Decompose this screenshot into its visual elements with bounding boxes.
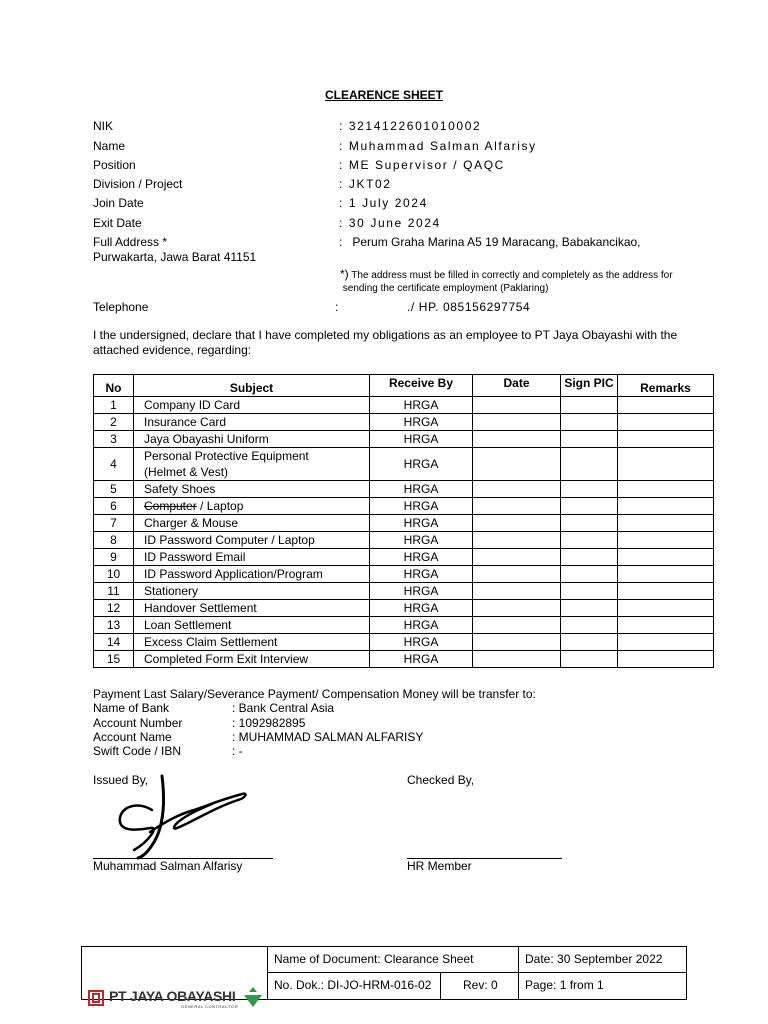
- row-receive-by: HRGA: [370, 651, 473, 668]
- row-no: 5: [94, 481, 134, 498]
- table-row: [94, 481, 714, 498]
- table-row: [94, 600, 714, 617]
- bank-name-label: Name of Bank: [93, 701, 170, 715]
- position-label: Position: [93, 158, 136, 172]
- row-remarks: [618, 617, 714, 634]
- table-row: [94, 634, 714, 651]
- row-date: [473, 515, 561, 532]
- division-value: : JKT02: [339, 177, 392, 191]
- row-no: 1: [94, 397, 134, 414]
- row-receive-by: HRGA: [370, 481, 473, 498]
- company-emblem-icon: [243, 986, 263, 1008]
- row-subject: Stationery: [134, 583, 370, 600]
- exit-date-label: Exit Date: [93, 216, 142, 230]
- table-row: [94, 414, 714, 431]
- row-no: 6: [94, 498, 134, 515]
- row-date: [473, 600, 561, 617]
- row-no: 12: [94, 600, 134, 617]
- row-subject: Computer / Laptop: [134, 498, 370, 515]
- address-value: : Perum Graha Marina A5 19 Maracang, Babakancikao,: [339, 235, 641, 249]
- table-header-row: [94, 375, 714, 397]
- row-date: [473, 481, 561, 498]
- table-row: [94, 515, 714, 532]
- row-subject: Jaya Obayashi Uniform: [134, 431, 370, 448]
- footer-doc-name: Name of Document: Clearance Sheet: [274, 952, 474, 966]
- row-no: 15: [94, 651, 134, 668]
- row-sign: [561, 566, 618, 583]
- row-receive-by: HRGA: [370, 397, 473, 414]
- table-row: [94, 583, 714, 600]
- checked-by-name: HR Member: [407, 859, 472, 873]
- row-subject: Insurance Card: [134, 414, 370, 431]
- division-label: Division / Project: [93, 177, 183, 191]
- row-date: [473, 498, 561, 515]
- row-no: 13: [94, 617, 134, 634]
- row-remarks: [618, 515, 714, 532]
- table-row: [94, 532, 714, 549]
- row-subject: ID Password Email: [134, 549, 370, 566]
- swift-code-label: Swift Code / IBN: [93, 744, 182, 758]
- row-remarks: [618, 431, 714, 448]
- row-sign: [561, 583, 618, 600]
- table-row: [94, 397, 714, 414]
- row-receive-by: HRGA: [370, 600, 473, 617]
- row-remarks: [618, 532, 714, 549]
- swift-code-value: : -: [232, 744, 243, 758]
- nik-label: NIK: [93, 119, 114, 133]
- row-remarks: [618, 651, 714, 668]
- row-receive-by: HRGA: [370, 634, 473, 651]
- row-sign: [561, 515, 618, 532]
- row-receive-by: HRGA: [370, 448, 473, 481]
- handwritten-signature: [110, 770, 255, 862]
- row-no: 11: [94, 583, 134, 600]
- header-date: Date: [473, 375, 561, 397]
- row-sign: [561, 549, 618, 566]
- row-remarks: [618, 397, 714, 414]
- footer-page: Page: 1 from 1: [525, 978, 604, 992]
- name-label: Name: [93, 139, 126, 153]
- footer-date: Date: 30 September 2022: [525, 952, 663, 966]
- row-date: [473, 448, 561, 481]
- row-subject: Loan Settlement: [134, 617, 370, 634]
- issued-by-name: Muhammad Salman Alfarisy: [93, 859, 243, 873]
- table-row: [94, 651, 714, 668]
- row-receive-by: HRGA: [370, 566, 473, 583]
- row-sign: [561, 431, 618, 448]
- row-date: [473, 651, 561, 668]
- row-sign: [561, 600, 618, 617]
- row-remarks: [618, 634, 714, 651]
- row-receive-by: HRGA: [370, 498, 473, 515]
- row-receive-by: HRGA: [370, 617, 473, 634]
- name-value: : Muhammad Salman Alfarisy: [339, 139, 537, 153]
- row-remarks: [618, 498, 714, 515]
- table-row: [94, 566, 714, 583]
- row-no: 2: [94, 414, 134, 431]
- join-date-label: Join Date: [93, 196, 144, 210]
- telephone-colon: :: [335, 300, 339, 314]
- footer-rev: Rev: 0: [463, 978, 498, 992]
- row-subject: Handover Settlement: [134, 600, 370, 617]
- account-name-label: Account Name: [93, 730, 172, 744]
- exit-date-value: : 30 June 2024: [339, 216, 441, 230]
- row-date: [473, 532, 561, 549]
- table-row: [94, 617, 714, 634]
- declaration-text: I the undersigned, declare that I have completed my obligations as an employee to PT Jaya Obayashi with the attached evidence, regarding:: [93, 328, 678, 357]
- row-sign: [561, 448, 618, 481]
- row-no: 8: [94, 532, 134, 549]
- row-remarks: [618, 481, 714, 498]
- row-remarks: [618, 583, 714, 600]
- row-date: [473, 414, 561, 431]
- row-date: [473, 566, 561, 583]
- row-receive-by: HRGA: [370, 414, 473, 431]
- row-date: [473, 549, 561, 566]
- row-no: 4: [94, 448, 134, 481]
- position-value: : ME Supervisor / QAQC: [339, 158, 505, 172]
- issued-by-label: Issued By,: [93, 773, 149, 787]
- row-subject: Company ID Card: [134, 397, 370, 414]
- row-date: [473, 634, 561, 651]
- row-sign: [561, 414, 618, 431]
- checked-by-label: Checked By,: [407, 773, 475, 787]
- company-logo-subtitle: GENERAL CONTRACTOR: [181, 1004, 239, 1009]
- row-sign: [561, 617, 618, 634]
- row-receive-by: HRGA: [370, 549, 473, 566]
- row-no: 14: [94, 634, 134, 651]
- account-number-value: : 1092982895: [232, 716, 306, 730]
- address-note: *) The address must be filled in correctly and completely as the address for sending the certificate employment (Paklaring): [340, 267, 673, 294]
- row-date: [473, 583, 561, 600]
- header-subject: Subject: [134, 375, 370, 397]
- row-date: [473, 617, 561, 634]
- row-remarks: [618, 448, 714, 481]
- row-no: 3: [94, 431, 134, 448]
- row-subject: Completed Form Exit Interview: [134, 651, 370, 668]
- row-sign: [561, 532, 618, 549]
- header-receive-by: Receive By: [370, 375, 473, 397]
- row-subject: ID Password Computer / Laptop: [134, 532, 370, 549]
- row-subject: Safety Shoes: [134, 481, 370, 498]
- payment-intro: Payment Last Salary/Severance Payment/ Compensation Money will be transfer to:: [93, 687, 536, 701]
- row-no: 9: [94, 549, 134, 566]
- table-row: [94, 498, 714, 515]
- row-remarks: [618, 414, 714, 431]
- table-row: [94, 549, 714, 566]
- clearance-table: [93, 374, 714, 668]
- address-label: Full Address *: [93, 235, 168, 249]
- footer-doc-no: No. Dok.: DI-JO-HRM-016-02: [274, 978, 432, 992]
- row-remarks: [618, 549, 714, 566]
- telephone-value: ./ HP. 085156297754: [407, 300, 531, 314]
- row-sign: [561, 498, 618, 515]
- row-date: [473, 397, 561, 414]
- row-subject: Excess Claim Settlement: [134, 634, 370, 651]
- row-remarks: [618, 600, 714, 617]
- row-no: 7: [94, 515, 134, 532]
- nik-value: : 3214122601010002: [339, 119, 482, 133]
- row-date: [473, 431, 561, 448]
- row-receive-by: HRGA: [370, 532, 473, 549]
- header-no: No: [94, 375, 134, 397]
- page-title: CLEARENCE SHEET: [324, 88, 443, 102]
- row-sign: [561, 634, 618, 651]
- account-name-value: : MUHAMMAD SALMAN ALFARISY: [232, 730, 424, 744]
- row-subject: Charger & Mouse: [134, 515, 370, 532]
- row-receive-by: HRGA: [370, 583, 473, 600]
- telephone-label: Telephone: [93, 300, 149, 314]
- header-remarks: Remarks: [618, 375, 714, 397]
- account-number-label: Account Number: [93, 716, 183, 730]
- row-sign: [561, 481, 618, 498]
- row-receive-by: HRGA: [370, 431, 473, 448]
- row-subject: ID Password Application/Program: [134, 566, 370, 583]
- join-date-value: : 1 July 2024: [339, 196, 428, 210]
- row-subject: Personal Protective Equipment (Helmet & Vest): [134, 448, 370, 481]
- table-row: [94, 431, 714, 448]
- header-sign-pic: Sign PIC: [561, 375, 618, 397]
- row-remarks: [618, 566, 714, 583]
- row-receive-by: HRGA: [370, 515, 473, 532]
- company-logo-icon: [88, 990, 104, 1006]
- table-row: [94, 448, 714, 481]
- row-sign: [561, 397, 618, 414]
- row-sign: [561, 651, 618, 668]
- bank-name-value: : Bank Central Asia: [232, 701, 335, 715]
- company-logo-text: PT JAYA OBAYASHI: [109, 988, 236, 1004]
- address-value-cont: Purwakarta, Jawa Barat 41151: [93, 250, 257, 264]
- row-no: 10: [94, 566, 134, 583]
